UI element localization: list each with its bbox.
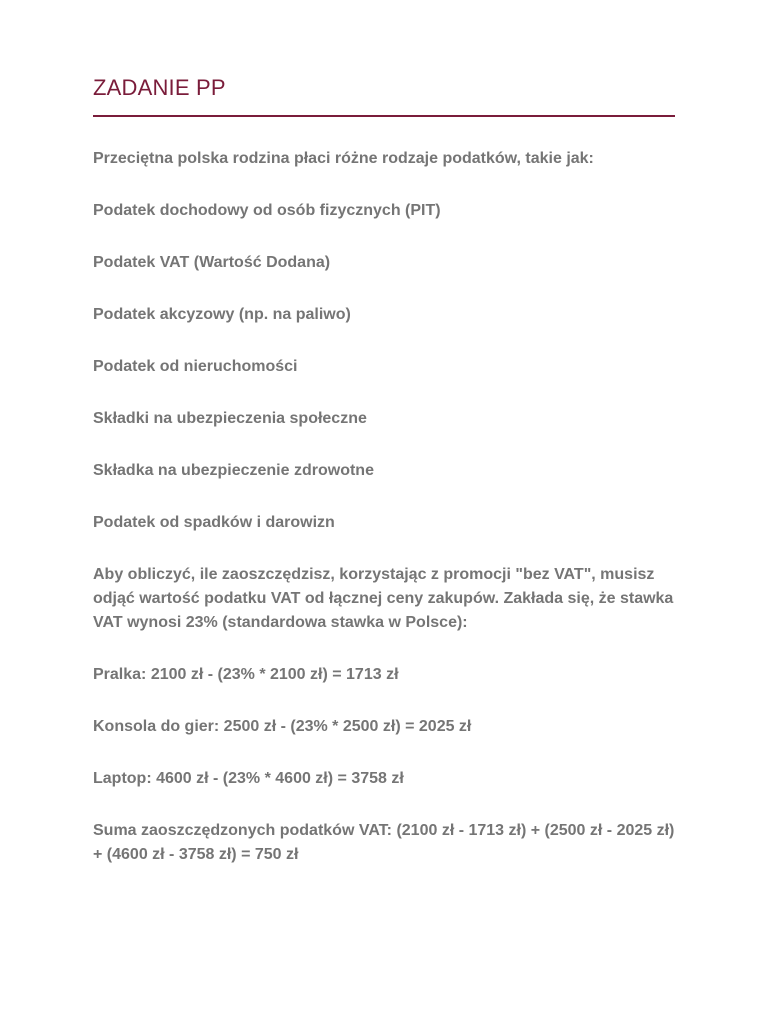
vat-explanation-paragraph: Aby obliczyć, ile zaoszczędzisz, korzystając z promocji "bez VAT", musisz odjąć wartość podatku VAT od łącznej ceny zakupów. Zakłada się, że stawka VAT wynosi 23% (standardowa stawka w Polsce): bbox=[93, 566, 674, 631]
document-title: ZADANIE PP bbox=[93, 75, 226, 100]
tax-item-vat: Podatek VAT (Wartość Dodana) bbox=[93, 254, 331, 271]
calc-washing-machine: Pralka: 2100 zł - (23% * 2100 zł) = 1713 zł bbox=[93, 666, 399, 683]
tax-item-health-insurance: Składka na ubezpieczenie zdrowotne bbox=[93, 462, 374, 479]
calc-laptop: Laptop: 4600 zł - (23% * 4600 zł) = 3758 zł bbox=[93, 770, 404, 787]
document-body bbox=[93, 147, 675, 895]
tax-item-excise: Podatek akcyzowy (np. na paliwo) bbox=[93, 306, 351, 323]
tax-item-social-insurance: Składki na ubezpieczenia społeczne bbox=[93, 410, 367, 427]
tax-item-pit: Podatek dochodowy od osób fizycznych (PIT) bbox=[93, 202, 441, 219]
tax-item-inheritance: Podatek od spadków i darowizn bbox=[93, 514, 335, 531]
title-divider bbox=[93, 115, 675, 117]
calc-game-console: Konsola do gier: 2500 zł - (23% * 2500 zł) = 2025 zł bbox=[93, 718, 472, 735]
calc-total-savings: Suma zaoszczędzonych podatków VAT: (2100 zł - 1713 zł) + (2500 zł - 2025 zł) + (4600 zł - 3758 zł) = 750 zł bbox=[93, 822, 675, 863]
tax-item-property: Podatek od nieruchomości bbox=[93, 358, 298, 375]
intro-paragraph: Przeciętna polska rodzina płaci różne rodzaje podatków, takie jak: bbox=[93, 150, 594, 167]
